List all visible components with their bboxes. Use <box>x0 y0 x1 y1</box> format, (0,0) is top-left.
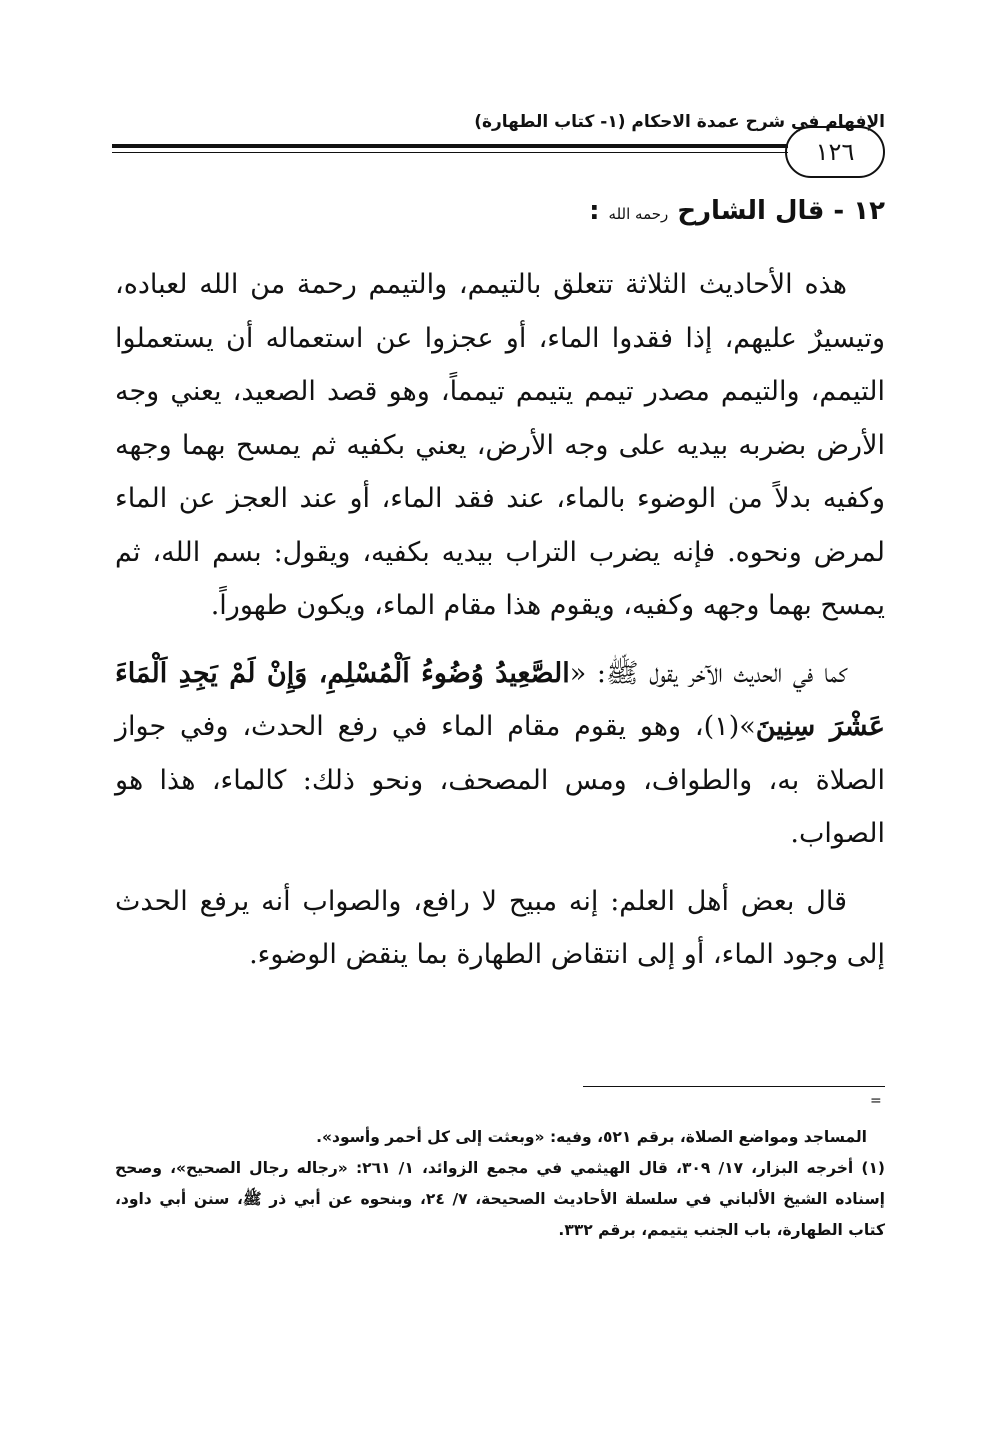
page-number: ١٢٦ <box>785 126 885 178</box>
footnote-continuation: المساجد ومواضع الصلاة، برقم ٥٢١، وفيه: «وبعثت إلى كل أحمر وأسود». <box>316 1128 867 1146</box>
footnotes <box>115 1122 885 1246</box>
footnote-continuation-mark: = <box>870 1093 882 1109</box>
section-heading <box>115 196 885 226</box>
section-heading-colon: : <box>589 196 600 226</box>
paragraph-2-intro: كما في الحديث الآخر يقول ﷺ: « <box>569 657 847 689</box>
footnote-rule <box>583 1086 885 1087</box>
paragraph-1: هذه الأحاديث الثلاثة تتعلق بالتيمم، والتيمم رحمة من الله لعباده، وتيسيرٌ عليهم، إذا فقدوا الماء، أو عجزوا عن استعماله أن يستعملوا التيمم، والتيمم مصدر تيمم يتيمم تيمماً، وهو قصد الصعيد، يعني وجه الأرض بضربه بيديه على وجه الأرض، يعني بكفيه ثم يمسح بهما وجهه وكفيه بدلاً من الوضوء بالماء، عند فقد الماء، أو عند العجز عن الماء لمرض ونحوه. فإنه يضرب التراب بيديه بكفيه، ويقول: بسم الله، ثم يمسح بهما وجهه وكفيه، ويقوم هذا مقام الماء، ويكون طهوراً. <box>115 269 885 621</box>
section-heading-label: ١٢ - قال الشارح <box>677 196 885 226</box>
paragraph-2 <box>115 647 885 861</box>
header-rule-thin <box>112 152 788 153</box>
running-title: الإفهام في شرح عمدة الاحكام (١- كتاب الطهارة) <box>474 112 885 132</box>
paragraph-3: قال بعض أهل العلم: إنه مبيح لا رافع، والصواب أنه يرفع الحدث إلى وجود الماء، أو إلى انتقاض الطهارة بما ينقض الوضوء. <box>115 885 885 970</box>
footnote-ref: »(١) <box>703 711 756 742</box>
footnote-1: (١) أخرجه البزار، ١٧/ ٣٠٩، قال الهيثمي في مجمع الزوائد، ١/ ٢٦١: «رجاله رجال الصحيح»، وصحح إسناده الشيخ الألباني في سلسلة الأحاديث الصحيحة، ٧/ ٢٤، وبنحوه عن أبي ذر ﷺ، سنن أبي داود، كتاب الطهارة، باب الجنب يتيمم، برقم ٣٣٢. <box>115 1159 885 1239</box>
honorific-glyph: رحمه الله <box>608 205 669 223</box>
body-text <box>115 258 885 982</box>
paragraph-2-rest: ، وهو يقوم مقام الماء في رفع الحدث، وفي جواز الصلاة به، والطواف، ومس المصحف، ونحو ذلك: كالماء، هذا هو الصواب. <box>115 711 885 849</box>
hadith-quote: الصَّعِيدُ وُضُوءُ اَلْمُسْلِمِ، وَإِنْ لَمْ يَجِدِ اَلْمَاءَ عَشْرَ سِنِينَ <box>115 657 885 742</box>
header-rule-thick <box>112 144 788 148</box>
